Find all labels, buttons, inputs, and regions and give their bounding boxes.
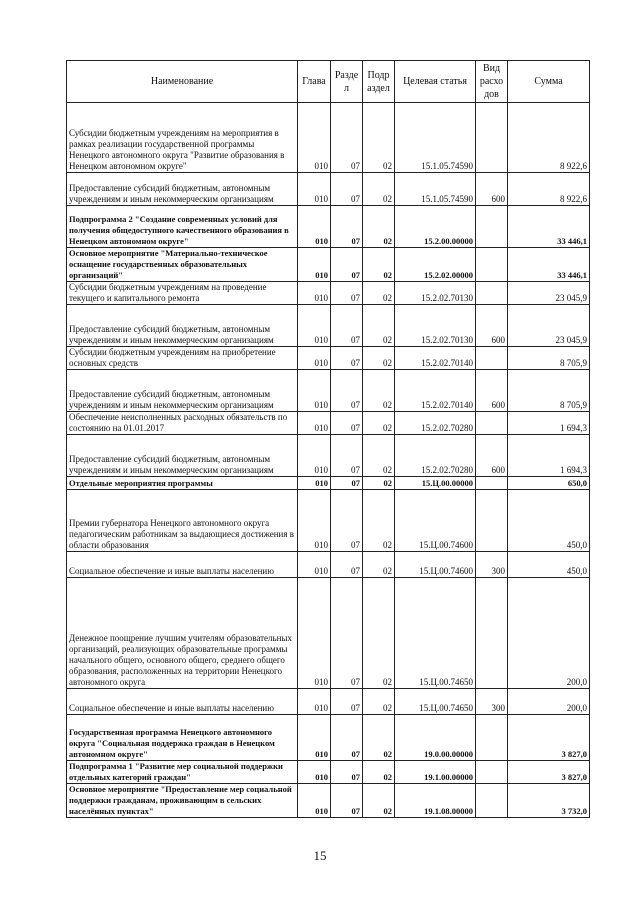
cell-name: Субсидии бюджетным учреждениям на проведение текущего и капитального ремонта <box>67 282 298 305</box>
cell-type: 600 <box>476 370 508 412</box>
cell-name: Премии губернатора Ненецкого автономного округа педагогическим работникам за выдающиеся достижения в области образования <box>67 490 298 552</box>
cell-type <box>476 206 508 248</box>
cell-chapter: 010 <box>298 173 331 206</box>
cell-target: 15.2.02.70140 <box>395 370 476 412</box>
cell-section: 07 <box>331 347 363 370</box>
cell-chapter: 010 <box>298 103 331 173</box>
cell-name: Основное мероприятие "Материально-техническое оснащение государственных образовательных организаций" <box>67 248 298 282</box>
cell-type <box>476 477 508 490</box>
cell-type <box>476 103 508 173</box>
header-chapter: Глава <box>298 61 331 103</box>
cell-name: Субсидии бюджетным учреждениям на приобретение основных средств <box>67 347 298 370</box>
cell-type <box>476 347 508 370</box>
cell-amount: 450,0 <box>508 490 590 552</box>
table-row <box>67 206 590 248</box>
table-row <box>67 761 590 784</box>
cell-type <box>476 248 508 282</box>
cell-section: 07 <box>331 784 363 818</box>
cell-section: 07 <box>331 305 363 347</box>
cell-type <box>476 715 508 761</box>
cell-target: 15.Ц.00.74600 <box>395 490 476 552</box>
cell-section: 07 <box>331 282 363 305</box>
cell-amount: 450,0 <box>508 552 590 578</box>
cell-name: Социальное обеспечение и иные выплаты населению <box>67 552 298 578</box>
cell-chapter: 010 <box>298 578 331 689</box>
cell-subsection: 02 <box>363 412 395 435</box>
table-row <box>67 578 590 689</box>
cell-name: Социальное обеспечение и иные выплаты населению <box>67 689 298 715</box>
table-header-row <box>67 61 590 103</box>
table-row <box>67 248 590 282</box>
cell-name: Отдельные мероприятия программы <box>67 477 298 490</box>
table-row <box>67 412 590 435</box>
table-row <box>67 784 590 818</box>
cell-target: 15.2.02.70140 <box>395 347 476 370</box>
cell-name: Подпрограмма 2 "Создание современных условий для получения общедоступного качественного образования в Ненецком автономном округе" <box>67 206 298 248</box>
cell-chapter: 010 <box>298 761 331 784</box>
cell-target: 15.2.02.70130 <box>395 305 476 347</box>
cell-target: 15.2.02.70280 <box>395 435 476 477</box>
cell-type <box>476 578 508 689</box>
cell-subsection: 02 <box>363 370 395 412</box>
cell-amount: 8 705,9 <box>508 370 590 412</box>
cell-amount: 8 705,9 <box>508 347 590 370</box>
cell-chapter: 010 <box>298 490 331 552</box>
cell-chapter: 010 <box>298 347 331 370</box>
table-row <box>67 173 590 206</box>
cell-chapter: 010 <box>298 206 331 248</box>
cell-target: 15.2.02.70130 <box>395 282 476 305</box>
cell-target: 15.Ц.00.74650 <box>395 689 476 715</box>
cell-target: 15.2.02.70280 <box>395 412 476 435</box>
cell-chapter: 010 <box>298 305 331 347</box>
table-row <box>67 715 590 761</box>
cell-section: 07 <box>331 412 363 435</box>
cell-target: 15.Ц.00.00000 <box>395 477 476 490</box>
cell-section: 07 <box>331 552 363 578</box>
table-row <box>67 103 590 173</box>
cell-section: 07 <box>331 490 363 552</box>
cell-section: 07 <box>331 103 363 173</box>
cell-amount: 200,0 <box>508 689 590 715</box>
cell-subsection: 02 <box>363 305 395 347</box>
cell-target: 15.Ц.00.74600 <box>395 552 476 578</box>
cell-chapter: 010 <box>298 689 331 715</box>
cell-name: Основное мероприятие "Предоставление мер социальной поддержки гражданам, проживающим в сельских населённых пунктах" <box>67 784 298 818</box>
cell-section: 07 <box>331 477 363 490</box>
cell-chapter: 010 <box>298 552 331 578</box>
cell-type: 600 <box>476 305 508 347</box>
cell-name: Обеспечение неисполненных расходных обязательств по состоянию на 01.01.2017 <box>67 412 298 435</box>
header-target: Целевая статья <box>395 61 476 103</box>
cell-type <box>476 784 508 818</box>
cell-section: 07 <box>331 578 363 689</box>
header-expense-type: Вид расхо дов <box>476 61 508 103</box>
cell-amount: 3 827,0 <box>508 761 590 784</box>
cell-target: 19.1.08.00000 <box>395 784 476 818</box>
table-row <box>67 552 590 578</box>
cell-amount: 33 446,1 <box>508 206 590 248</box>
cell-name: Предоставление субсидий бюджетным, автономным учреждениям и иным некоммерческим организациям <box>67 173 298 206</box>
page-number: 15 <box>313 848 327 863</box>
cell-amount: 3 827,0 <box>508 715 590 761</box>
cell-chapter: 010 <box>298 435 331 477</box>
cell-target: 15.2.02.00000 <box>395 248 476 282</box>
header-subsection: Подр аздел <box>363 61 395 103</box>
cell-chapter: 010 <box>298 715 331 761</box>
cell-subsection: 02 <box>363 206 395 248</box>
table-body <box>67 103 590 818</box>
cell-chapter: 010 <box>298 477 331 490</box>
cell-target: 19.0.00.00000 <box>395 715 476 761</box>
cell-type: 600 <box>476 435 508 477</box>
cell-subsection: 02 <box>363 477 395 490</box>
cell-name: Денежное поощрение лучшим учителям образовательных организаций, реализующих образовательные программы начального общего, основного общего, среднего общего образования, расположенных на территории Ненецкого автономного округа <box>67 578 298 689</box>
cell-target: 15.1.05.74590 <box>395 103 476 173</box>
cell-section: 07 <box>331 248 363 282</box>
cell-subsection: 02 <box>363 761 395 784</box>
cell-section: 07 <box>331 173 363 206</box>
cell-section: 07 <box>331 689 363 715</box>
cell-amount: 1 694,3 <box>508 435 590 477</box>
header-amount: Сумма <box>508 61 590 103</box>
cell-name: Государственная программа Ненецкого автономного округа "Социальная поддержка граждан в Ненецком автономном округе" <box>67 715 298 761</box>
cell-subsection: 02 <box>363 103 395 173</box>
cell-target: 19.1.00.00000 <box>395 761 476 784</box>
table-row <box>67 347 590 370</box>
cell-amount: 33 446,1 <box>508 248 590 282</box>
cell-target: 15.Ц.00.74650 <box>395 578 476 689</box>
cell-chapter: 010 <box>298 370 331 412</box>
cell-section: 07 <box>331 435 363 477</box>
cell-section: 07 <box>331 715 363 761</box>
cell-chapter: 010 <box>298 248 331 282</box>
cell-name: Предоставление субсидий бюджетным, автономным учреждениям и иным некоммерческим организациям <box>67 370 298 412</box>
cell-target: 15.2.00.00000 <box>395 206 476 248</box>
cell-subsection: 02 <box>363 578 395 689</box>
cell-amount: 650,0 <box>508 477 590 490</box>
cell-subsection: 02 <box>363 490 395 552</box>
cell-subsection: 02 <box>363 784 395 818</box>
cell-type <box>476 282 508 305</box>
cell-type <box>476 490 508 552</box>
cell-type: 300 <box>476 689 508 715</box>
header-section: Разде л <box>331 61 363 103</box>
cell-subsection: 02 <box>363 248 395 282</box>
cell-subsection: 02 <box>363 173 395 206</box>
cell-amount: 23 045,9 <box>508 282 590 305</box>
cell-name: Подпрограмма 1 "Развитие мер социальной поддержки отдельных категорий граждан" <box>67 761 298 784</box>
table-row <box>67 477 590 490</box>
cell-amount: 1 694,3 <box>508 412 590 435</box>
cell-subsection: 02 <box>363 689 395 715</box>
header-name: Наименование <box>67 61 298 103</box>
cell-name: Предоставление субсидий бюджетным, автономным учреждениям и иным некоммерческим организациям <box>67 305 298 347</box>
cell-section: 07 <box>331 370 363 412</box>
table-row <box>67 305 590 347</box>
budget-table <box>66 60 590 818</box>
cell-subsection: 02 <box>363 282 395 305</box>
table-row <box>67 435 590 477</box>
table-row <box>67 689 590 715</box>
cell-subsection: 02 <box>363 552 395 578</box>
cell-type: 600 <box>476 173 508 206</box>
cell-type: 300 <box>476 552 508 578</box>
cell-amount: 3 732,0 <box>508 784 590 818</box>
cell-type <box>476 412 508 435</box>
cell-target: 15.1.05.74590 <box>395 173 476 206</box>
cell-subsection: 02 <box>363 715 395 761</box>
cell-amount: 23 045,9 <box>508 305 590 347</box>
cell-type <box>476 761 508 784</box>
table-row <box>67 490 590 552</box>
cell-amount: 8 922,6 <box>508 103 590 173</box>
table-row <box>67 282 590 305</box>
cell-section: 07 <box>331 761 363 784</box>
cell-subsection: 02 <box>363 435 395 477</box>
cell-section: 07 <box>331 206 363 248</box>
cell-chapter: 010 <box>298 784 331 818</box>
cell-name: Предоставление субсидий бюджетным, автономным учреждениям и иным некоммерческим организациям <box>67 435 298 477</box>
cell-chapter: 010 <box>298 412 331 435</box>
cell-subsection: 02 <box>363 347 395 370</box>
cell-chapter: 010 <box>298 282 331 305</box>
cell-amount: 200,0 <box>508 578 590 689</box>
cell-amount: 8 922,6 <box>508 173 590 206</box>
cell-name: Субсидии бюджетным учреждениям на мероприятия в рамках реализации государственной программы Ненецкого автономного округа "Развитие образования в Ненецком автономном округе" <box>67 103 298 173</box>
table-row <box>67 370 590 412</box>
